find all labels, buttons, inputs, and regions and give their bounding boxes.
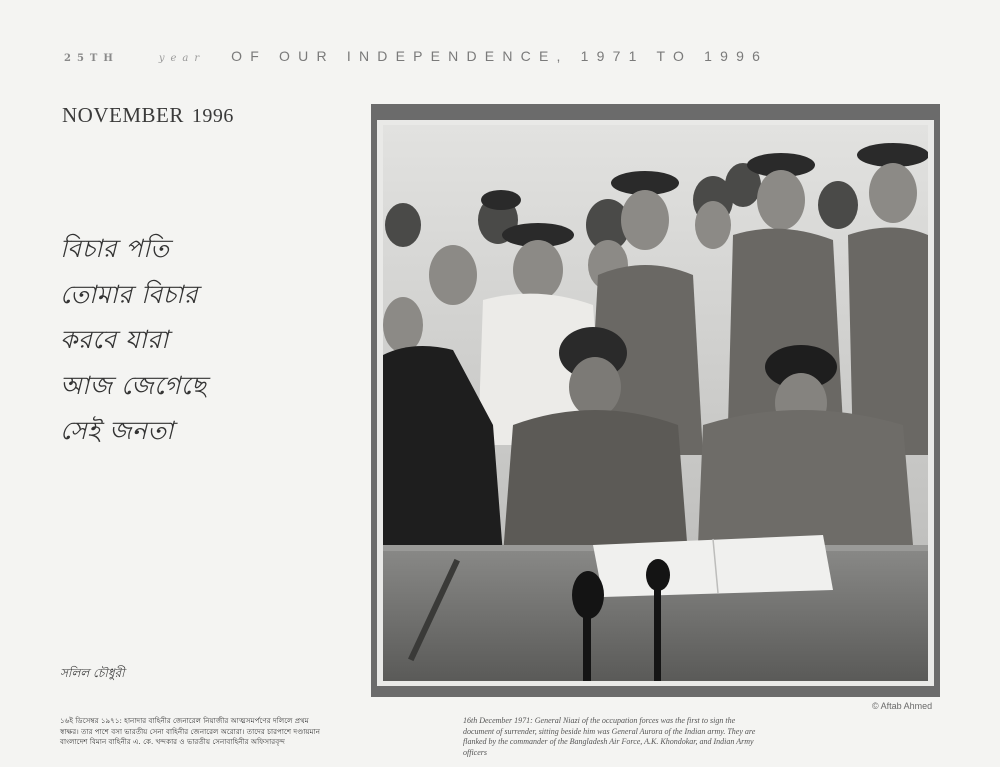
caption-bengali: ১৬ই ডিসেম্বর ১৯৭১: হানাদার বাহিনীর জেনারেল নিয়াজীর আত্মসমর্পণের দলিলে প্রথম স্বাক্ষর। তার পাশে বসা ভারতীয় সেনা বাহিনীর জেনারেল অরোরা। তাদের চারপাশে দণ্ডায়মান বাংলাদেশ বিমান বাহিনীর এ. কে. খন্দকার ও ভারতীয় সেনাবাহিনীর অফিসারবৃন্দ [60,716,320,746]
poem-line: বিচার পতি [60,234,170,263]
caption-english: 16th December 1971: General Niazi of the occupation forces was the first to sign the document of surrender, sitting beside him was General Aurora of the Indian army. They are flanked by the commander of the Bangladesh Air Force, A.K. Khondokar, and Indian Army officers [463,716,756,757]
poem-line: করবে যারা [60,325,169,354]
poem-line: তোমার বিচার [60,279,199,309]
photo-illustration [383,125,928,681]
month-heading [62,103,234,128]
banner-prefix: 25TH [64,53,119,64]
month-name: NOVEMBER [62,103,184,127]
poem-line: আজ জেগেছে [60,370,207,400]
calendar-banner [64,48,954,70]
month-year: 1996 [191,105,234,127]
photo-frame [371,104,940,697]
poet-name: সলিল চৌধুরী [60,666,125,680]
photo-credit: © Aftab Ahmed [872,701,933,711]
surrender-photograph [383,125,928,681]
photo-mat [377,120,934,686]
poem-line: সেই জনতা [60,416,174,445]
banner-title: OF OUR INDEPENDENCE, 1971 TO 1996 [231,48,769,64]
banner-year-word: year [158,53,206,64]
poem [60,226,300,454]
